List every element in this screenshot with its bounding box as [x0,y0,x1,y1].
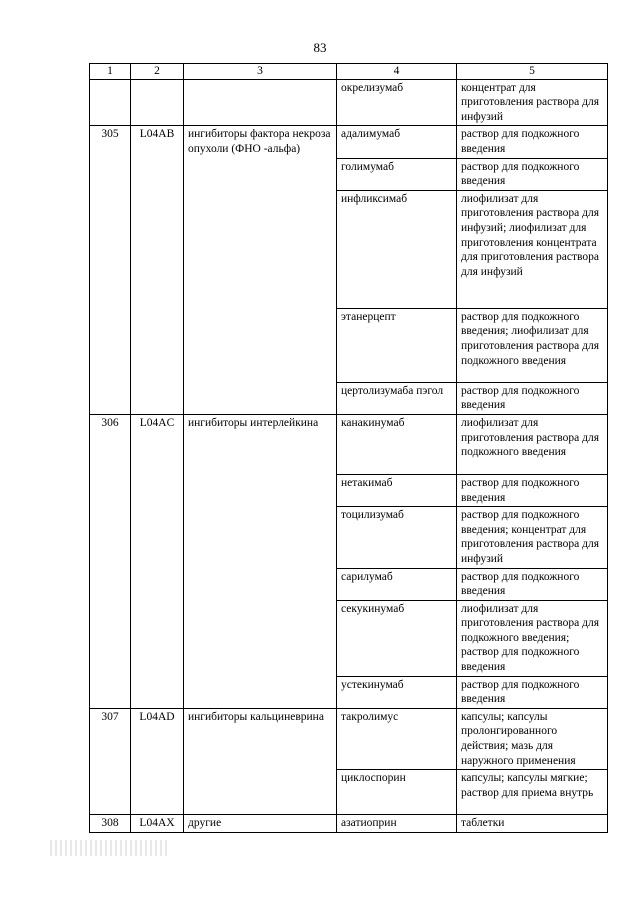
medicines-table [89,63,608,833]
drug-name: азатиоприн [337,815,457,833]
drug-name: сарилумаб [337,568,457,600]
drug-name: тоцилизумаб [337,507,457,568]
header-row [90,64,608,80]
pharmacological-group: ингибиторы фактора некроза опухоли (ФНО -альфа) [184,126,337,415]
drug-name: канакинумаб [337,414,457,474]
pharmacological-group: ингибиторы кальциневрина [184,708,337,814]
table-row [90,79,608,126]
drug-name: этанерцепт [337,308,457,382]
pharmacological-group: другие [184,815,337,833]
page-number: 83 [313,40,327,55]
drug-name: циклоспорин [337,770,457,815]
table-row [90,414,608,474]
pharmacological-group: ингибиторы интерлейкина [184,414,337,708]
drug-name: адалимумаб [337,126,457,158]
header-col-5: 5 [457,64,608,80]
atc-code: L04AC [131,414,184,708]
scan-artifact [50,840,168,856]
row-number: 308 [90,815,131,833]
atc-code: L04AD [131,708,184,814]
dosage-form: лиофилизат для приготовления раствора для подкожного введения; раствор для подкожного введения [457,600,608,676]
atc-code [131,79,184,126]
dosage-form: раствор для подкожного введения [457,126,608,158]
drug-name: цертолизумаба пэгол [337,382,457,414]
drug-name: инфликсимаб [337,190,457,308]
dosage-form: таблетки [457,815,608,833]
atc-code: L04AX [131,815,184,833]
header-col-4: 4 [337,64,457,80]
table-row [90,815,608,833]
dosage-form: раствор для подкожного введения [457,474,608,506]
dosage-form: лиофилизат для приготовления раствора для подкожного введения [457,414,608,474]
drug-name: окрелизумаб [337,79,457,126]
dosage-form: раствор для подкожного введения [457,382,608,414]
row-number [90,79,131,126]
drug-name: секукинумаб [337,600,457,676]
table-row [90,708,608,769]
drug-name: устекинумаб [337,676,457,708]
drug-name: такролимус [337,708,457,769]
header-col-1: 1 [90,64,131,80]
dosage-form: концентрат для приготовления раствора для инфузий [457,79,608,126]
row-number: 305 [90,126,131,415]
header-col-2: 2 [131,64,184,80]
drug-name: нетакимаб [337,474,457,506]
row-number: 307 [90,708,131,814]
dosage-form: раствор для подкожного введения [457,676,608,708]
dosage-form: раствор для подкожного введения [457,158,608,190]
row-number: 306 [90,414,131,708]
table-row [90,126,608,158]
dosage-form: раствор для подкожного введения [457,568,608,600]
pharmacological-group [184,79,337,126]
header-col-3: 3 [184,64,337,80]
dosage-form: раствор для подкожного введения; концентрат для приготовления раствора для инфузий [457,507,608,568]
table-body [90,79,608,832]
dosage-form: раствор для подкожного введения; лиофилизат для приготовления раствора для подкожного введения [457,308,608,382]
dosage-form: капсулы; капсулы мягкие; раствор для приема внутрь [457,770,608,815]
atc-code: L04AB [131,126,184,415]
drug-name: голимумаб [337,158,457,190]
dosage-form: лиофилизат для приготовления раствора для инфузий; лиофилизат для приготовления концентрата для приготовления раствора для инфузий [457,190,608,308]
dosage-form: капсулы; капсулы пролонгированного действия; мазь для наружного применения [457,708,608,769]
